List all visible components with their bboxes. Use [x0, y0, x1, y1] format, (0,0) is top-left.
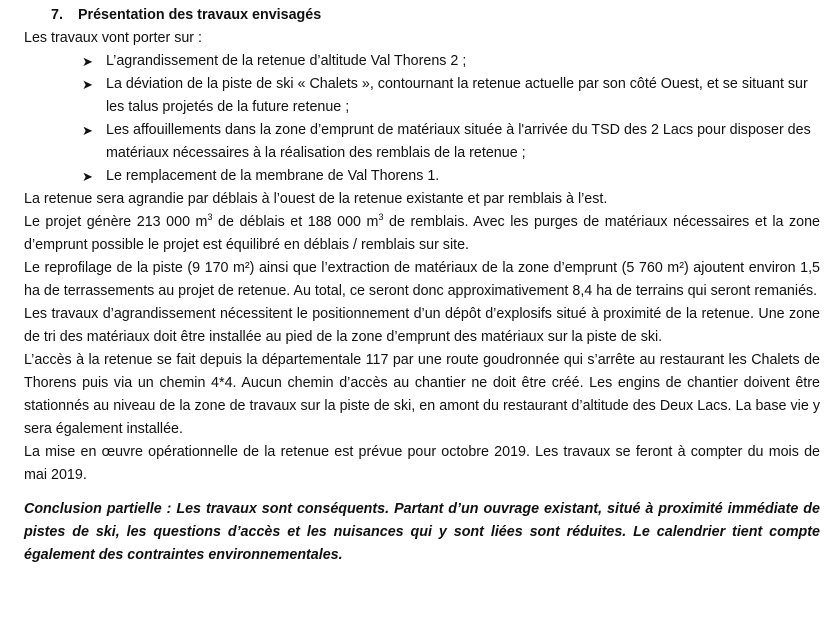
arrowhead-bullet-icon: ➤	[82, 54, 93, 69]
volumes-text-b: de déblais et 188 000 m	[212, 214, 379, 230]
arrowhead-bullet-icon: ➤	[82, 77, 93, 92]
intro-text: Les travaux vont porter sur :	[24, 30, 202, 46]
volumes-text-a: Le projet génère 213 000 m	[24, 214, 208, 230]
cubic-exponent: 3	[207, 212, 213, 222]
volumes-text-c: de remblais. Avec les purges de matériaux nécessaires et la zone d’emprunt possible le projet est équilibré en déblais / remblais sur site.	[24, 214, 820, 253]
list-item	[24, 73, 820, 119]
arrowhead-bullet-icon: ➤	[82, 169, 93, 184]
paragraph-enlargement: La retenue sera agrandie par déblais à l’ouest de la retenue existante et par remblais à l’est.	[24, 191, 608, 207]
paragraph-access: L’accès à la retenue se fait depuis la départementale 117 par une route goudronnée qui s’arrête au restaurant les Chalets de Thorens puis via un chemin 4*4. Aucun chemin d’accès au chantier ne doit être créé. Les engins de chantier doivent être stationnés au niveau de la zone de travaux sur la piste de ski, en amont du restaurant d’altitude des Deux Lacs. La base vie y sera également installée.	[24, 352, 820, 437]
list-item-text: La déviation de la piste de ski « Chalets », contournant la retenue actuelle par son côté Ouest, et se situant sur les talus projetés de la future retenue ;	[106, 76, 808, 115]
list-item	[24, 50, 820, 73]
list-item-text: Le remplacement de la membrane de Val Thorens 1.	[106, 168, 440, 184]
paragraph-explosives: Les travaux d’agrandissement nécessitent le positionnement d’un dépôt d’explosifs situé à proximité de la retenue. Une zone de tri des matériaux doit être installée au pied de la zone d’emprunt des matériaux sur la piste de ski.	[24, 306, 820, 345]
paragraph-volumes	[24, 211, 820, 257]
cubic-exponent: 3	[378, 212, 384, 222]
list-item	[24, 165, 820, 188]
list-item-text: L’agrandissement de la retenue d’altitude Val Thorens 2 ;	[106, 53, 467, 69]
arrowhead-bullet-icon: ➤	[82, 123, 93, 138]
section-heading	[51, 4, 820, 27]
list-item-text: Les affouillements dans la zone d’emprunt de matériaux située à l'arrivée du TSD des 2 Lacs pour disposer des matériaux nécessaires à la réalisation des remblais de la retenue ;	[106, 122, 811, 161]
partial-conclusion: Conclusion partielle : Les travaux sont conséquents. Partant d’un ouvrage existant, situé à proximité immédiate de pistes de ski, les questions d’accès et les nuisances qui y sont liées sont réduites. Le calendrier tient compte également des contraintes environnementales.	[24, 501, 820, 563]
paragraph-schedule: La mise en œuvre opérationnelle de la retenue est prévue pour octobre 2019. Les travaux se feront à compter du mois de mai 2019.	[24, 444, 820, 483]
list-item	[24, 119, 820, 165]
works-list	[24, 50, 820, 188]
paragraph-reprofiling: Le reprofilage de la piste (9 170 m²) ainsi que l’extraction de matériaux de la zone d’emprunt (5 760 m²) ajoutent environ 1,5 ha de terrassements au projet de retenue. Au total, ce seront donc approximativement 8,4 ha de terrains qui seront remaniés.	[24, 260, 820, 299]
section-title: Présentation des travaux envisagés	[78, 7, 322, 23]
section-number: 7.	[51, 7, 63, 23]
